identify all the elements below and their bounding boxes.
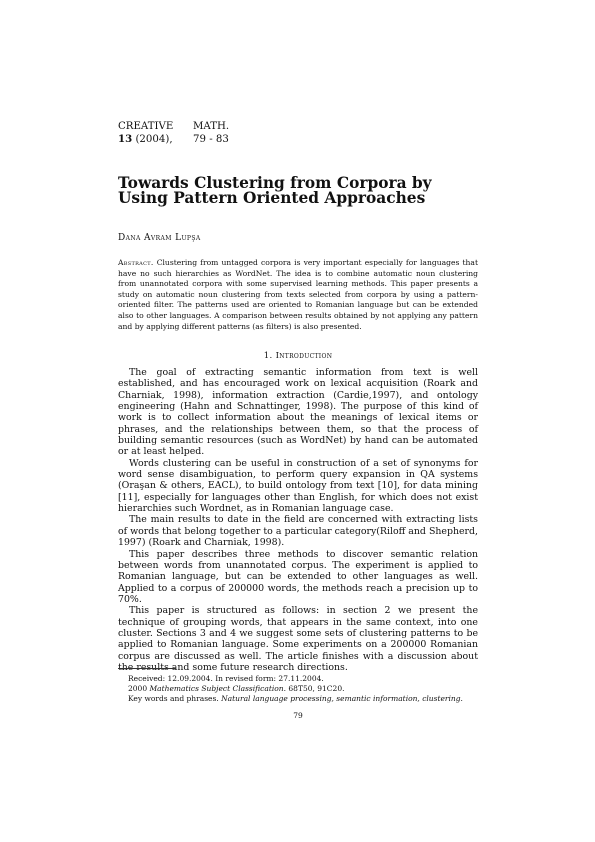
journal-pages: 79 - 83: [193, 134, 229, 145]
journal-year: (2004),: [135, 134, 173, 145]
journal-volume-year: [118, 133, 193, 146]
abstract: [118, 258, 478, 332]
journal-volume: 13: [118, 133, 133, 145]
section-heading: 1. Introduction: [263, 351, 333, 361]
footnote-msc: [128, 684, 478, 694]
abstract-text: Clustering from untagged corpora is very important especially for languages that have no such hierarchies as WordNet. The idea is to combine automatic noun clustering from unannotated corpora with some supervised learning methods. This paper presents a study on automatic noun clustering from texts selected from corpora by using a pattern-oriented filter. The patterns used are oriented to Romanian language but can be extended also to other languages. A comparison between results obtained by not applying any pattern and by applying different patterns (as filters) is also presented.: [118, 258, 478, 331]
paragraph-1: The goal of extracting semantic information from text is well established, and has encouraged work on lexical acquisition (Roark and Charniak, 1998), information extraction (Cardie,1997), and ontology engineering (Hahn and Schnattinger, 1998). The purpose of this kind of work is to collect information about the meanings of lexical items or phrases, and the relationships between them, so that the process of building semantic resources (such as WordNet) by hand can be automated or at least helped.: [118, 367, 478, 458]
paragraph-5: This paper is structured as follows: in section 2 we present the technique of grouping words, that appears in the same context, into one cluster. Sections 3 and 4 we suggest some sets of clustering patterns to be applied to Romanian language. Some experiments on a 200000 Romanian corpus are discussed as well. The article finishes with a discussion about the results and some future research directions.: [118, 605, 478, 673]
paragraph-3: The main results to date in the field are concerned with extracting lists of words that belong together to a particular category(Riloff and Shepherd, 1997) (Roark and Charniak, 1998).: [118, 514, 478, 549]
journal-header: [118, 120, 229, 146]
paragraph-2: Words clustering can be useful in construction of a set of synonyms for word sense disambiguation, to perform query expansion in QA systems (Oraşan & others, EACL), to build ontology from text [10], for data mining [11], especially for languages other than English, for which does not exist hierarchies such Wordnet, as in Romanian language case.: [118, 457, 478, 515]
msc-year: 2000: [128, 684, 148, 694]
msc-codes: 68T50, 91C20.: [288, 684, 345, 694]
author-name: Dana Avram Lupşa: [118, 233, 201, 243]
keywords-text: Natural language processing, semantic information, clustering.: [221, 694, 463, 704]
footnote-keywords: [128, 694, 478, 704]
msc-label: Mathematics Subject Classification.: [149, 684, 287, 694]
paper-title: Towards Clustering from Corpora by Using Pattern Oriented Approaches: [118, 174, 432, 207]
body-text: [118, 367, 478, 673]
journal-name-2: MATH.: [193, 121, 230, 132]
paragraph-4: This paper describes three methods to discover semantic relation between words from unannotated corpus. The experiment is applied to Romanian language, but can be extended to other languages as well. Applied to a corpus of 200000 words, the methods reach a precision up to 70%.: [118, 548, 478, 605]
journal-name-1: CREATIVE: [118, 121, 174, 132]
footnote-rule: [118, 668, 176, 669]
keywords-label: Key words and phrases.: [128, 694, 219, 704]
abstract-lead: Abstract.: [118, 258, 154, 267]
page-number: 79: [293, 711, 303, 720]
footnotes: [128, 674, 478, 705]
footnote-received: Received: 12.09.2004. In revised form: 27.11.2004.: [128, 674, 324, 683]
